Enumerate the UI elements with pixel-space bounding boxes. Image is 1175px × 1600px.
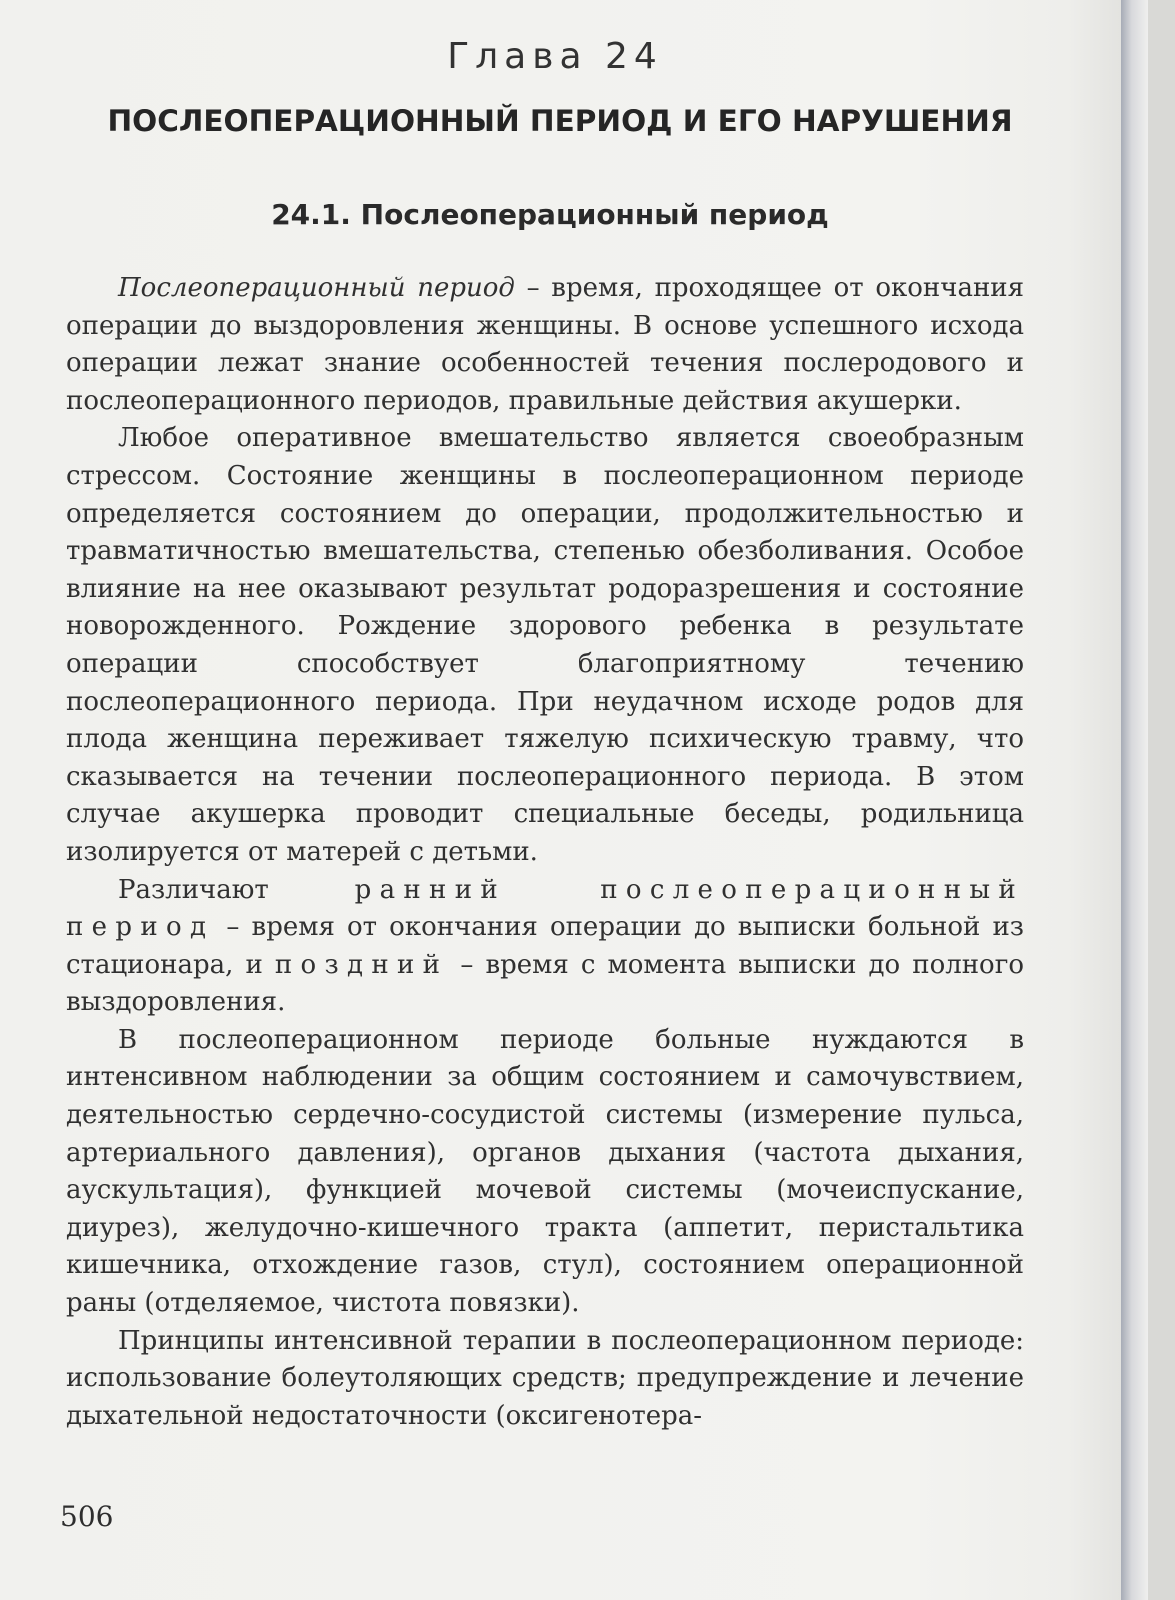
page-binding-edge: [1121, 0, 1148, 1600]
paragraph-2: Любое оперативное вмешательство является своеобразным стрессом. Состояние женщины в послеоперационном периоде определяется состоянием до операции, продолжительностью и травматичностью вмешательства, степенью обезболивания. Особое влияние на нее оказывают результат родоразрешения и состояние новорожденного. Рождение здорового ребенка в результате операции способствует благоприятному течению послеоперационного периода. При неудачном исходе родов для плода женщина переживает тяжелую психическую травму, что сказывается на течении послеоперационного периода. В этом случае акушерка проводит специальные беседы, родильница изолируется от матерей с детьми.: [66, 423, 1024, 867]
paragraph-1: [66, 270, 1024, 420]
paragraph-4: В послеоперационном периоде больные нуждаются в интенсивном наблюдении за общим состоянием и самочувствием, деятельностью сердечно-сосудистой системы (измерение пульса, артериального давления), органов дыхания (частота дыхания, аускультация), функцией мочевой системы (мочеиспускание, диурез), желудочно-кишечного тракта (аппетит, перистальтика кишечника, отхождение газов, стул), состоянием операционной раны (отделяемое, чистота повязки).: [66, 1024, 1024, 1319]
body-text: [66, 270, 1024, 1435]
page-number: 506: [60, 1500, 114, 1533]
term-late-period: поздний: [274, 949, 449, 980]
paragraph-5: Принципы интенсивной терапии в послеоперационном периоде: использование болеутоляющих средств; предупреждение и лечение дыхательной недостаточности (оксигенотера-: [66, 1325, 1024, 1431]
defined-term: Послеоперационный период: [118, 273, 515, 303]
paragraph-3-text-c: – время с момента выписки до полного выздоровления.: [66, 949, 1024, 1018]
term-early-period: ранний послеоперационный период: [66, 874, 1024, 943]
paragraph-3-text-a: Различают: [118, 874, 355, 905]
chapter-heading: Глава 24: [447, 36, 663, 77]
paragraph-3-text-b: – время от окончания операции до выписки больной из стационара, и: [66, 912, 1024, 980]
chapter-title: ПОСЛЕОПЕРАЦИОННЫЙ ПЕРИОД И ЕГО НАРУШЕНИЯ: [107, 104, 1013, 138]
paragraph-3: [66, 872, 1024, 1022]
section-title: 24.1. Послеоперационный период: [271, 198, 829, 231]
paragraph-1-text: – время, проходящее от окончания операции до выздоровления женщины. В основе успешного исхода операции лежат знание особенностей течения послеродового и послеоперационного периодов, правильные действия акушерки.: [66, 273, 1025, 416]
